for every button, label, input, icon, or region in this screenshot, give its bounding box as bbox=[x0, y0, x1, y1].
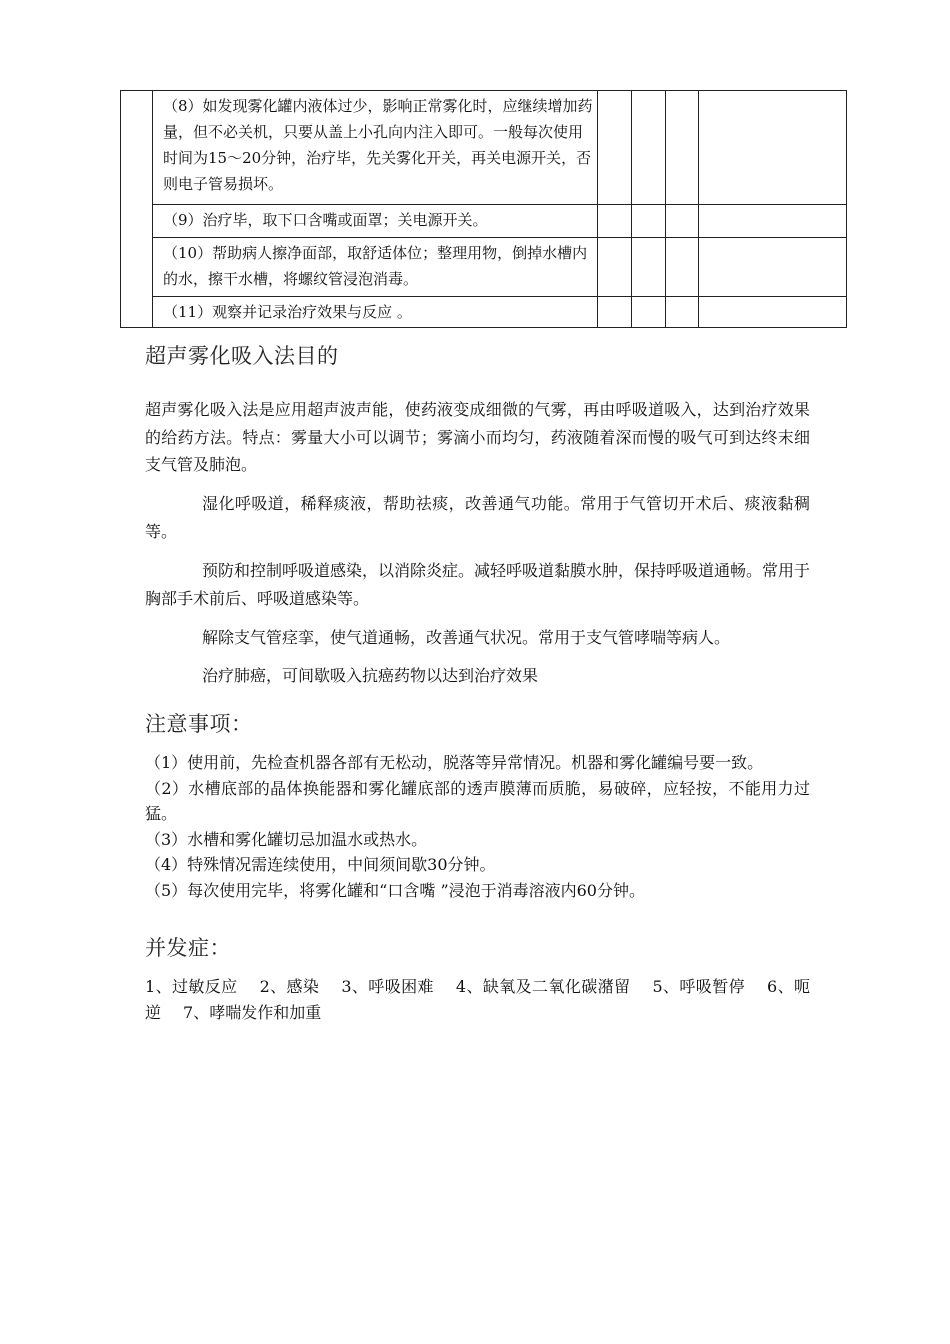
note-item: （4）特殊情况需连续使用，中间须间歇30分钟。 bbox=[145, 855, 496, 874]
purpose-intro: 超声雾化吸入法是应用超声波声能，使药液变成细微的气雾，再由呼吸道吸入，达到治疗效果的给药方法。特点：雾量大小可以调节；雾滴小而均匀，药液随着深而慢的吸气可到达终末细支气管及肺泡。 bbox=[145, 400, 810, 474]
score-cell bbox=[598, 205, 632, 238]
step-text: （11）观察并记录治疗效果与反应 。 bbox=[153, 297, 598, 328]
notes-list bbox=[145, 750, 810, 903]
score-cell bbox=[632, 205, 666, 238]
purpose-item: 湿化呼吸道，稀释痰液，帮助祛痰，改善通气功能。常用于气管切开术后、痰液黏稠等。 bbox=[145, 494, 810, 541]
step-text: （10）帮助病人擦净面部，取舒适体位；整理用物，倒掉水槽内的水，擦干水槽，将螺纹管浸泡消毒。 bbox=[153, 238, 598, 297]
score-cell bbox=[598, 91, 632, 205]
remark-cell bbox=[699, 297, 847, 328]
score-cell bbox=[666, 297, 699, 328]
complications-list bbox=[145, 974, 810, 1026]
remark-cell bbox=[699, 238, 847, 297]
complication-item: 5、呼吸暂停 bbox=[652, 977, 745, 996]
score-cell bbox=[632, 297, 666, 328]
note-item: （5）每次使用完毕，将雾化罐和“口含嘴 ”浸泡于消毒溶液内60分钟。 bbox=[145, 880, 645, 900]
purpose-heading: 超声雾化吸入法目的 bbox=[145, 344, 339, 368]
procedure-steps-table bbox=[120, 90, 847, 328]
purpose-item: 解除支气管痉挛，使气道通畅，改善通气状况。常用于支气管哮喘等病人。 bbox=[202, 628, 731, 647]
score-cell bbox=[666, 238, 699, 297]
step-text: （8）如发现雾化罐内液体过少，影响正常雾化时，应继续增加药量，但不必关机，只要从盖上小孔向内注入即可。一般每次使用时间为15～20分钟，治疗毕，先关雾化开关，再关电源开关，否则电子管易损坏。 bbox=[153, 91, 598, 205]
score-cell bbox=[598, 297, 632, 328]
complication-item: 7、哮喘发作和加重 bbox=[183, 1003, 322, 1022]
score-cell bbox=[666, 205, 699, 238]
notes-heading: 注意事项： bbox=[145, 712, 253, 736]
table-row bbox=[121, 238, 847, 297]
note-item: （3）水槽和雾化罐切忌加温水或热水。 bbox=[145, 829, 428, 849]
table-row bbox=[121, 91, 847, 205]
complication-item: 4、缺氧及二氧化碳潴留 bbox=[455, 977, 631, 996]
score-cell bbox=[632, 238, 666, 297]
complications-heading: 并发症： bbox=[145, 936, 231, 960]
note-item: （1）使用前，先检查机器各部有无松动，脱落等异常情况。机器和雾化罐编号要一致。 bbox=[145, 753, 764, 772]
complication-item: 6、呃逆 bbox=[145, 977, 810, 1022]
score-cell bbox=[632, 91, 666, 205]
complication-item: 1、过敏反应 bbox=[145, 977, 238, 996]
blank-cell bbox=[121, 91, 153, 328]
table-row bbox=[121, 297, 847, 328]
purpose-item: 预防和控制呼吸道感染，以消除炎症。减轻呼吸道黏膜水肿，保持呼吸道通畅。常用于胸部手术前后、呼吸道感染等。 bbox=[145, 561, 811, 608]
remark-cell bbox=[699, 91, 847, 205]
note-item: （2）水槽底部的晶体换能器和雾化罐底部的透声膜薄而质脆，易破碎，应轻按，不能用力过猛。 bbox=[145, 778, 810, 823]
purpose-item: 治疗肺癌，可间歇吸入抗癌药物以达到治疗效果 bbox=[202, 666, 539, 685]
score-cell bbox=[666, 91, 699, 205]
complication-item: 2、感染 bbox=[259, 977, 320, 996]
step-text: （9）治疗毕，取下口含嘴或面罩；关电源开关。 bbox=[153, 205, 598, 238]
score-cell bbox=[598, 238, 632, 297]
remark-cell bbox=[699, 205, 847, 238]
complication-item: 3、呼吸困难 bbox=[341, 977, 434, 996]
table-row bbox=[121, 205, 847, 238]
